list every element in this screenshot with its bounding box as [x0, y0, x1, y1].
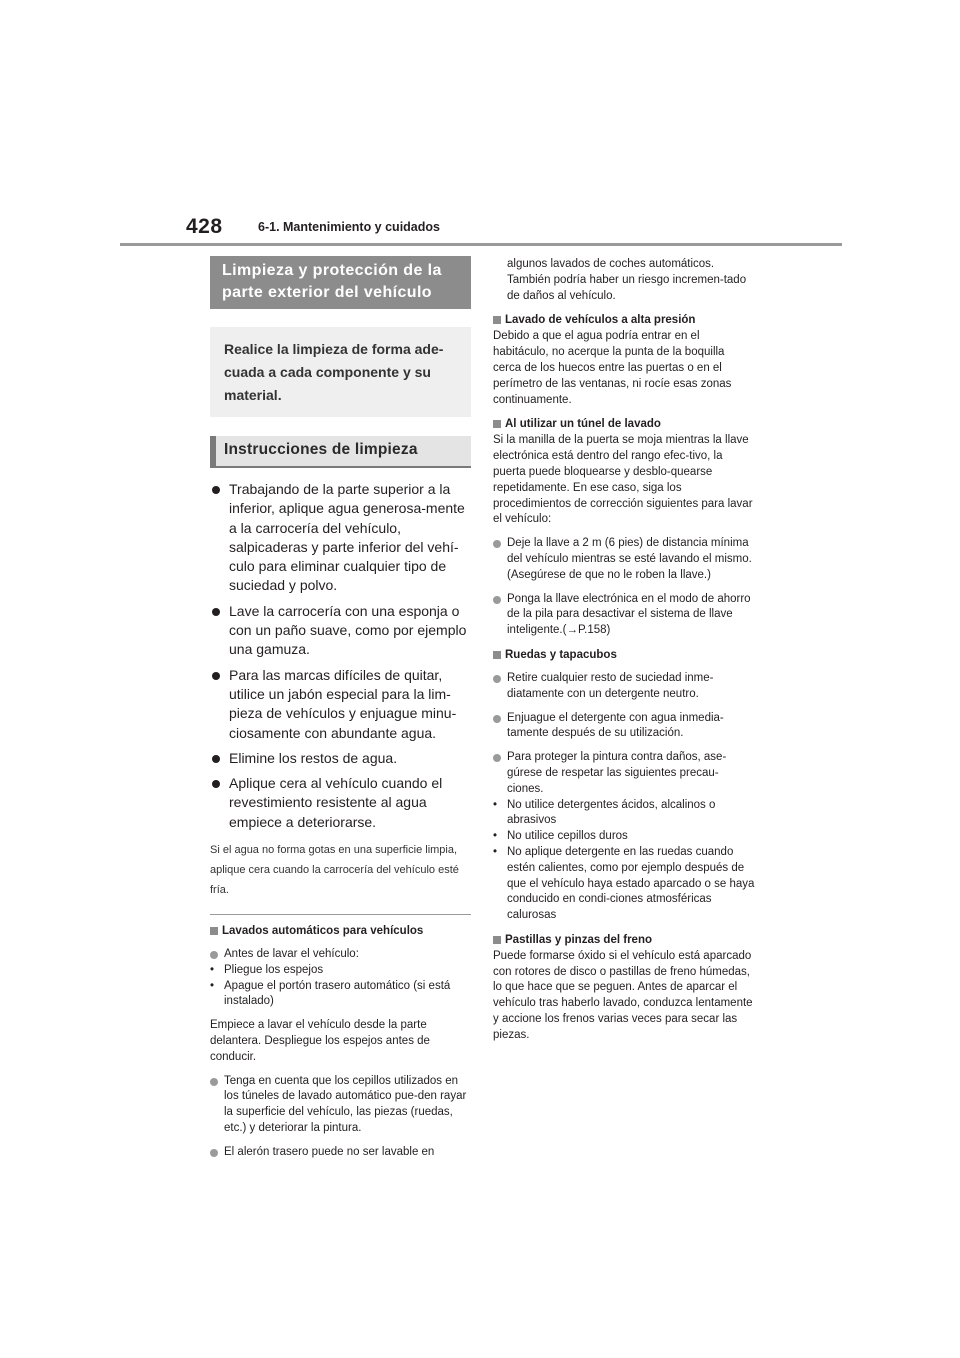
list-item: Enjuague el detergente con agua inmedia-tamente después de su utilización.	[493, 711, 755, 743]
list-item: Para proteger la pintura contra daños, ase-gúrese de respetar las siguientes precau-ciones.	[493, 750, 755, 797]
bullet-icon	[493, 754, 501, 762]
brakes-heading: Pastillas y pinzas del freno	[493, 933, 755, 948]
bullet-icon	[212, 486, 220, 494]
square-bullet-icon	[493, 316, 501, 324]
paragraph: Si la manilla de la puerta se moja mientras la llave electrónica está dentro del rango efec-tivo, la puerta puede bloquearse y desblo-quearse repetidamente. En ese caso, siga los procedimientos de corrección siguientes para lavar el vehículo:	[493, 434, 753, 526]
bullet-icon	[212, 608, 220, 616]
bullet-icon	[212, 672, 220, 680]
intro-box: Realice la limpieza de forma ade-cuada a cada componente y su material.	[210, 327, 471, 417]
square-bullet-icon	[493, 936, 501, 944]
bullet-icon	[210, 1149, 218, 1157]
list-item: Para las marcas difíciles de quitar, utilice un jabón especial para la lim-pieza de vehículos y enjuague minu-ciosamente con abundante agua.	[210, 666, 471, 743]
paragraph: Empiece a lavar el vehículo desde la parte delantera. Despliegue los espejos antes de conducir.	[210, 1019, 430, 1063]
right-column	[493, 256, 755, 1044]
list-item: Ponga la llave electrónica en el modo de ahorro de la pila para desactivar el sistema de llave inteligente.(→P.158)	[493, 592, 755, 639]
list-item: El alerón trasero puede no ser lavable en	[210, 1145, 471, 1161]
list-item: Deje la llave a 2 m (6 pies) de distancia mínima del vehículo mientras se esté lavando el mismo. (Asegúrese de que no le roben la llave.)	[493, 536, 755, 583]
square-bullet-icon	[493, 651, 501, 659]
list-item: Aplique cera al vehículo cuando el revestimiento resistente al agua empiece a deteriorarse.	[210, 774, 471, 832]
paragraph: algunos lavados de coches automáticos. También podría haber un riesgo incremen-tado de daños al vehículo.	[507, 258, 747, 302]
list-item: Elimine los restos de agua.	[210, 749, 471, 768]
paragraph: Puede formarse óxido si el vehículo está aparcado con rotores de disco o pastillas de freno húmedas, lo que hace que se peguen. Antes de aparcar el vehículo tras haberlo lavado, conduzca lentamente y accione los frenos varias veces para secar las piezas.	[493, 949, 753, 1041]
square-bullet-icon	[210, 927, 218, 935]
wheels-heading: Ruedas y tapacubos	[493, 648, 755, 663]
header-divider	[120, 243, 842, 246]
bullet-icon	[493, 540, 501, 548]
list-item: Retire cualquier resto de suciedad inme-diatamente con un detergente neutro.	[493, 671, 755, 703]
bullet-icon	[493, 675, 501, 683]
page-number: 428	[186, 215, 223, 238]
list-item: Antes de lavar el vehículo:	[210, 947, 471, 963]
dash-item: • Pliegue los espejos	[210, 963, 324, 976]
bullet-icon	[210, 951, 218, 959]
automatic-wash-heading: Lavados automáticos para vehículos	[210, 924, 471, 939]
instruction-list	[210, 480, 471, 832]
bullet-icon	[493, 596, 501, 604]
instructions-heading: Instrucciones de limpieza	[210, 436, 471, 468]
list-item: Tenga en cuenta que los cepillos utilizados en los túneles de lavado automático pue-den rayar la superficie del vehículo, las piezas (ruedas, etc.) y deteriorar la pintura.	[210, 1074, 471, 1137]
car-wash-tunnel-heading: Al utilizar un túnel de lavado	[493, 417, 755, 432]
bullet-icon	[493, 715, 501, 723]
left-column	[210, 256, 471, 1161]
paragraph: Debido a que el agua podría entrar en el habitáculo, no acerque la punta de la boquilla cerca de los huecos entre las puertas o en el perímetro de las ventanas, ni rocíe esas zonas continuamente.	[493, 330, 732, 406]
dash-item: • No utilice cepillos duros	[493, 830, 628, 843]
section-heading: Limpieza y protección de la parte exterior del vehículo	[210, 256, 471, 309]
bullet-icon	[210, 1078, 218, 1086]
dash-item: • No aplique detergente en las ruedas cuando estén calientes, como por ejemplo después de que el vehículo haya estado aparcado o se haya conducido en condi-ciones atmosféricas calurosas	[493, 845, 755, 922]
dash-item: • No utilice detergentes ácidos, alcalinos o abrasivos	[493, 798, 716, 827]
bullet-icon	[212, 755, 220, 763]
square-bullet-icon	[493, 420, 501, 428]
divider	[210, 914, 471, 915]
list-item: Lave la carrocería con una esponja o con un paño suave, como por ejemplo una gamuza.	[210, 602, 471, 660]
dash-item: • Apague el portón trasero automático (si está instalado)	[210, 979, 451, 1008]
high-pressure-heading: Lavado de vehículos a alta presión	[493, 313, 755, 328]
list-item: Trabajando de la parte superior a la inferior, aplique agua generosa-mente a la carrocería del vehículo, salpicaderas y parte inferior del vehí-culo para eliminar cualquier tipo de suciedad y polvo.	[210, 480, 471, 596]
section-title: 6-1. Mantenimiento y cuidados	[258, 220, 440, 234]
wax-note: Si el agua no forma gotas en una superficie limpia, aplique cera cuando la carrocería del vehículo esté fría.	[210, 844, 459, 897]
bullet-icon	[212, 780, 220, 788]
